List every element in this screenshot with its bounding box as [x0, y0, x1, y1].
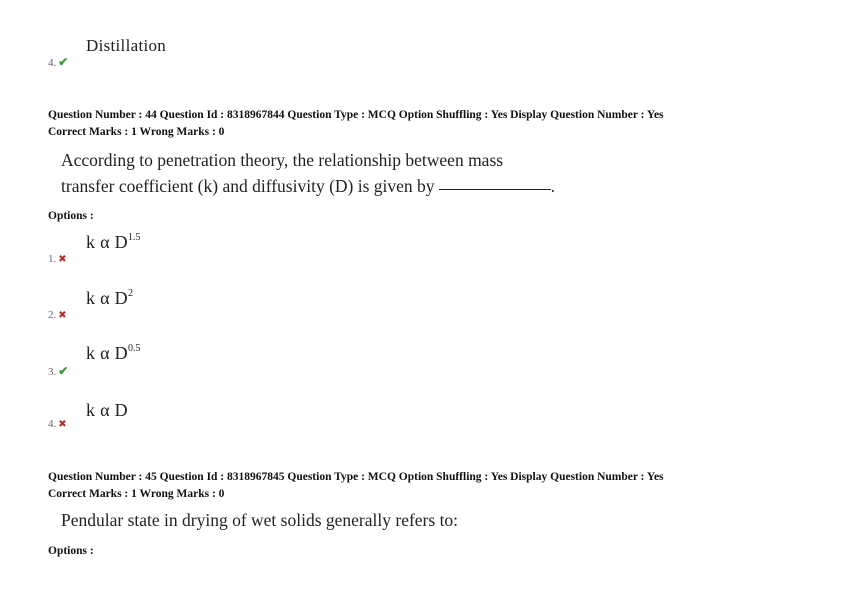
question-45-meta [48, 469, 664, 503]
prev-option-text: Distillation [86, 36, 167, 55]
question-text-line: According to penetration theory, the relationship between mass [61, 150, 504, 170]
option-base: k α D [86, 288, 128, 308]
option-1-number [48, 253, 67, 265]
option-number: 3. [48, 365, 57, 378]
option-1-text [86, 232, 140, 253]
option-4-number [48, 418, 67, 430]
question-marks-line: Correct Marks : 1 Wrong Marks : 0 [48, 126, 225, 138]
option-exponent: 2 [127, 288, 133, 299]
option-number: 2. [48, 309, 57, 321]
question-text-line: transfer coefficient (k) and diffusivity (D) is given by [61, 176, 435, 196]
options-label: Options : [48, 210, 94, 222]
question-meta-line: Question Number : 44 Question Id : 8318967844 Question Type : MCQ Option Shuffling : Yes Display Question Number : Yes [48, 109, 664, 121]
options-label: Options : [48, 545, 94, 557]
option-2-number [48, 309, 67, 321]
cross-mark-icon: ✖ [58, 309, 67, 321]
question-44-meta [48, 107, 664, 141]
option-3-text [86, 343, 140, 364]
option-number: 1. [48, 253, 57, 265]
option-3-number [48, 364, 68, 379]
option-number: 4. [48, 56, 57, 69]
check-mark-icon: ✔ [58, 55, 69, 69]
option-exponent: 0.5 [127, 343, 141, 354]
option-base: k α D [86, 343, 128, 363]
question-marks-line: Correct Marks : 1 Wrong Marks : 0 [48, 488, 225, 500]
question-44-text [61, 147, 555, 199]
answer-blank [439, 188, 551, 190]
option-2-text [86, 288, 133, 309]
option-base: k α D [86, 400, 128, 420]
cross-mark-icon: ✖ [58, 253, 67, 265]
question-text-end: . [550, 176, 555, 196]
option-number: 4. [48, 418, 57, 430]
option-4-text [86, 400, 128, 421]
option-base: k α D [86, 232, 128, 252]
prev-option-number [48, 55, 68, 70]
question-meta-line: Question Number : 45 Question Id : 8318967845 Question Type : MCQ Option Shuffling : Yes Display Question Number : Yes [48, 471, 664, 483]
option-exponent: 1.5 [127, 232, 141, 243]
question-45-text: Pendular state in drying of wet solids generally refers to: [61, 510, 459, 530]
check-mark-icon: ✔ [58, 364, 69, 378]
cross-mark-icon: ✖ [58, 418, 67, 430]
